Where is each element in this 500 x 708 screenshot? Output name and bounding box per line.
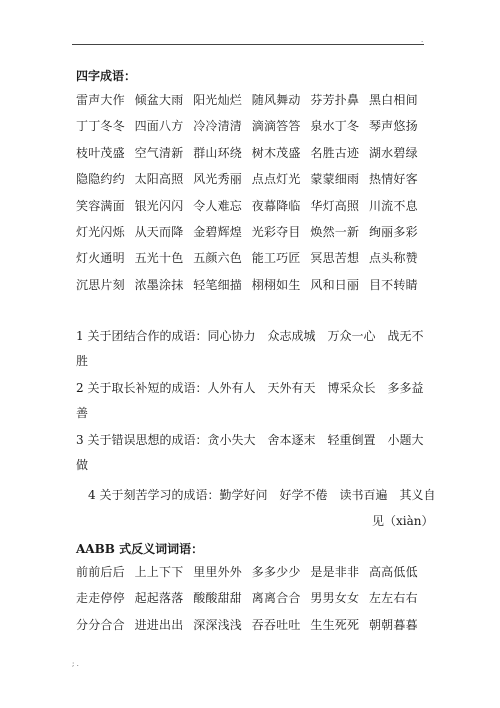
idiom-grid-four-char — [76, 94, 428, 291]
idiom-cell: 金碧辉煌 — [193, 224, 242, 239]
idiom-cell: 五颜六色 — [193, 251, 242, 266]
idiom-cell: 雷声大作 — [76, 93, 125, 107]
idiom-cell: 黑白相间 — [368, 93, 418, 107]
idiom-cell: 吞吞吐吐 — [251, 617, 301, 632]
idiom-cell: 从天而降 — [134, 224, 184, 239]
idiom-cell: 琴声悠扬 — [368, 119, 418, 134]
idiom-cell: 能工巧匠 — [251, 251, 301, 266]
idiom-cell: 笑容满面 — [76, 198, 125, 213]
idiom-cell: 名胜古迹 — [310, 145, 360, 160]
idiom-cell: 四面八方 — [134, 119, 184, 134]
idiom-cell: 泉水丁冬 — [310, 119, 360, 134]
idiom-cell: 男男女女 — [310, 591, 360, 606]
header-rule — [72, 44, 424, 45]
idiom-cell: 芬芳扑鼻 — [310, 93, 360, 107]
idiom-cell: 冷冷清清 — [193, 119, 242, 134]
idiom-cell: 令人难忘 — [193, 198, 242, 213]
section-title-four-char: 四字成语： — [76, 69, 137, 83]
idiom-cell: 浓墨涂抹 — [134, 277, 184, 292]
idiom-cell: 湖水碧绿 — [368, 145, 418, 160]
idiom-cell: 群山环绕 — [193, 145, 242, 160]
idiom-cell: 枝叶茂盛 — [76, 145, 125, 160]
idiom-cell: 华灯高照 — [310, 198, 360, 213]
idiom-cell: 目不转睛 — [368, 277, 418, 292]
section-title-aabb: AABB 式反义词词语： — [76, 542, 204, 556]
idiom-cell: 高高低低 — [368, 565, 418, 579]
idiom-cell: 灯光闪烁 — [76, 224, 125, 239]
idiom-cell: 点点灯光 — [251, 172, 301, 187]
idiom-cell: 热情好客 — [368, 172, 418, 187]
idiom-cell: 太阳高照 — [134, 172, 184, 187]
idiom-cell: 左左右右 — [368, 591, 418, 606]
idiom-cell: 冥思苦想 — [310, 251, 360, 266]
idiom-cell: 空气清新 — [134, 145, 184, 160]
idiom-cell: 光彩夺目 — [251, 224, 301, 239]
idiom-cell: 里里外外 — [193, 565, 242, 579]
idiom-cell: 风光秀丽 — [193, 172, 242, 187]
idiom-cell: 多多少少 — [251, 565, 301, 579]
idiom-cell: 点头称赞 — [368, 251, 418, 266]
idiom-cell: 进进出出 — [134, 617, 184, 632]
idiom-cell: 焕然一新 — [310, 224, 360, 239]
idiom-cell: 生生死死 — [310, 617, 360, 632]
list-item-4-line1: 4 关于刻苦学习的成语：勤学好问 好学不倦 读书百遍 其义自 — [88, 488, 436, 502]
idiom-cell: 栩栩如生 — [251, 277, 301, 292]
idiom-cell: 隐隐约约 — [76, 172, 125, 187]
list-item-4-line2: 见（xiàn） — [372, 514, 434, 528]
idiom-cell: 沉思片刻 — [76, 277, 125, 292]
idiom-cell: 起起落落 — [134, 591, 184, 606]
idiom-cell: 灯火通明 — [76, 251, 125, 266]
header-corner-mark: . — [421, 36, 424, 44]
idiom-cell: 走走停停 — [76, 591, 125, 606]
idiom-cell: 五光十色 — [134, 251, 184, 266]
idiom-cell: 分分合合 — [76, 617, 125, 632]
idiom-cell: 银光闪闪 — [134, 198, 184, 213]
idiom-grid-aabb — [76, 566, 428, 631]
list-item-3: 3 关于错误思想的成语：贪小失大 舍本逐末 轻重倒置 小题大做 — [76, 433, 424, 472]
idiom-cell: 朝朝暮暮 — [368, 617, 418, 632]
idiom-cell: 丁丁冬冬 — [76, 119, 125, 134]
list-item-2: 2 关于取长补短的成语：人外有人 天外有天 博采众长 多多益善 — [76, 381, 424, 420]
list-item-1: 1 关于团结合作的成语：同心协力 众志成城 万众一心 战无不胜 — [76, 329, 424, 368]
idiom-cell: 上上下下 — [134, 565, 184, 579]
idiom-cell: 倾盆大雨 — [134, 93, 184, 107]
idiom-cell: 夜幕降临 — [251, 198, 301, 213]
idiom-cell: 随风舞动 — [251, 93, 301, 107]
idiom-cell: 深深浅浅 — [193, 617, 242, 632]
idiom-cell: 川流不息 — [368, 198, 418, 213]
idiom-cell: 离离合合 — [251, 591, 301, 606]
footer-mark: ; . — [72, 660, 79, 668]
idiom-cell: 绚丽多彩 — [368, 224, 418, 239]
idiom-cell: 轻笔细描 — [193, 277, 242, 292]
idiom-cell: 树木茂盛 — [251, 145, 301, 160]
idiom-cell: 前前后后 — [76, 565, 125, 579]
idiom-cell: 蒙蒙细雨 — [310, 172, 360, 187]
idiom-cell: 酸酸甜甜 — [193, 591, 242, 606]
idiom-cell: 风和日丽 — [310, 277, 360, 292]
idiom-cell: 阳光灿烂 — [193, 93, 242, 107]
idiom-cell: 滴滴答答 — [251, 119, 301, 134]
idiom-cell: 是是非非 — [310, 565, 360, 579]
